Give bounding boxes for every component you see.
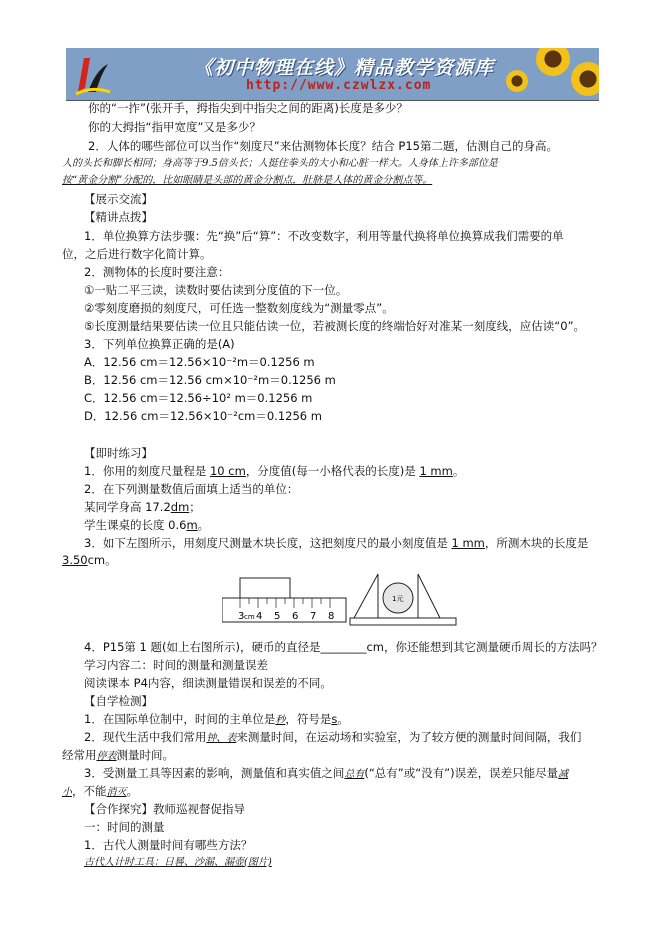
text-line: 3．下列单位换算正确的是(A) [84, 337, 235, 351]
text-line: 2．测物体的长度时要注意： [84, 265, 230, 279]
text-line: 某同学身高 17.2dm； [84, 500, 201, 514]
text-line: 位，之后进行数字化简计算。 [62, 247, 212, 261]
text-line: 1．在国际单位制中，时间的主单位是秒，符号是s。 [84, 712, 349, 726]
triangle-left [354, 574, 378, 618]
text-line: 2．人体的哪些部位可以当作“刻度尺”来估测物体长度？结合 P15第二题，估测自己的身高。 [88, 139, 558, 153]
ruler-label-4: 4 [256, 611, 263, 622]
text-line: 3.50cm。 [62, 553, 117, 567]
ruler-label-7: 7 [310, 611, 317, 622]
text-line: 2．在下列测量数值后面填上适当的单位： [84, 482, 299, 496]
option-b: B．12.56 cm＝12.56 cm×10⁻²m＝0.1256 m [84, 373, 336, 387]
text-line: 3．如下左图所示，用刻度尺测量木块长度，这把刻度尺的最小刻度值是 1 mm，所测木块的长度是 [84, 536, 589, 550]
sunflower-icon [506, 70, 528, 92]
text-line: 你的大拇指“指甲宽度”又是多少？ [88, 120, 261, 134]
text-line: 1．单位换算方法步骤：先“换”后“算”：不改变数字，利用等量代换将单位换算成我们需要的单 [84, 229, 564, 243]
section-heading: 【展示交流】 [84, 192, 153, 206]
section-heading: 【精讲点拨】 [84, 210, 153, 224]
text-line: 阅读课本 P4内容，细读测量错误和误差的不同。 [84, 676, 332, 690]
header-title: 《初中物理在线》精品教学资源库 [194, 57, 495, 79]
ruler-label-6: 6 [292, 611, 299, 622]
sunflower-icon [536, 48, 570, 76]
ruler-right [350, 618, 456, 625]
text-line: ①一贴二平三读，读数时要估读到分度值的下一位。 [84, 283, 348, 297]
logo-icon [72, 52, 112, 96]
text-line: 4．P15第 1 题(如上右图所示)，硬币的直径是________cm，你还能想到其它测量硬币周长的方法吗？ [84, 640, 603, 654]
text-line: 学生课桌的长度 0.6m。 [84, 518, 210, 532]
handwritten-line: 古代人计时工具：日晷、沙漏、漏壶(图片) [84, 857, 272, 868]
handwritten-line: 按“黄金分割”分配的，比如眼睛是头部的黄金分割点，肚脐是人体的黄金分割点等。 [62, 175, 433, 186]
text-line: 1．你用的刻度尺量程是 10 cm，分度值(每一小格代表的长度)是 1 mm。 [84, 464, 465, 478]
wood-block [240, 578, 290, 598]
text-line: 学习内容二：时间的测量和测量误差 [84, 658, 268, 672]
ruler-label-5: 5 [274, 611, 281, 622]
header-banner [66, 48, 599, 101]
section-heading: 【自学检测】 [84, 694, 153, 708]
text-line: 2．现代生活中我们常用钟、表来测量时间，在运动场和实验室，为了较方便的测量时间间隔，我们 [84, 730, 582, 744]
text-line: 一：时间的测量 [84, 820, 165, 834]
header-url: http://www.czwlzx.com [246, 78, 432, 93]
text-line: ②零刻度磨损的刻度尺，可任选一整数刻度线为“测量零点”。 [84, 301, 394, 315]
option-d: D．12.56 cm＝12.56×10⁻²cm＝0.1256 m [84, 409, 322, 423]
triangle-right [418, 574, 440, 618]
text-line: 你的“一拃”(张开手，拇指尖到中指尖之间的距离)长度是多少？ [88, 101, 408, 115]
text-line: 1．古代人测量时间有哪些方法？ [84, 838, 253, 852]
text-line: 3．受测量工具等因素的影响，测量值和真实值之间总有(“总有”或“没有”)误差，误差只能尽量减 [84, 766, 569, 780]
ruler-label-8: 8 [328, 611, 335, 622]
coin-label: 1元 [392, 595, 404, 603]
ruler-unit: cm [244, 613, 255, 621]
section-heading: 【即时练习】 [84, 446, 153, 460]
text-line: 小，不能消灭。 [62, 784, 138, 798]
section-heading: 【合作探究】教师巡视督促指导 [84, 802, 245, 816]
ruler-label-3: 3 [238, 611, 245, 622]
text-line: 经常用停表测量时间。 [62, 748, 174, 762]
handwritten-line: 人的头长和脚长相同；身高等于9.5倍头长；人挺住拳头的大小和心脏一样大。人身体上许多部位是 [62, 158, 498, 169]
ruler-figure [222, 568, 458, 626]
sunflower-icon [571, 62, 599, 96]
option-a: A．12.56 cm＝12.56×10⁻²m＝0.1256 m [84, 355, 315, 369]
text-line: ⑤长度测量结果要估读一位且只能估读一位，若被测长度的终端恰好对准某一刻度线，应估读“0”。 [84, 319, 586, 333]
option-c: C．12.56 cm＝12.56÷10² m＝0.1256 m [84, 391, 313, 405]
